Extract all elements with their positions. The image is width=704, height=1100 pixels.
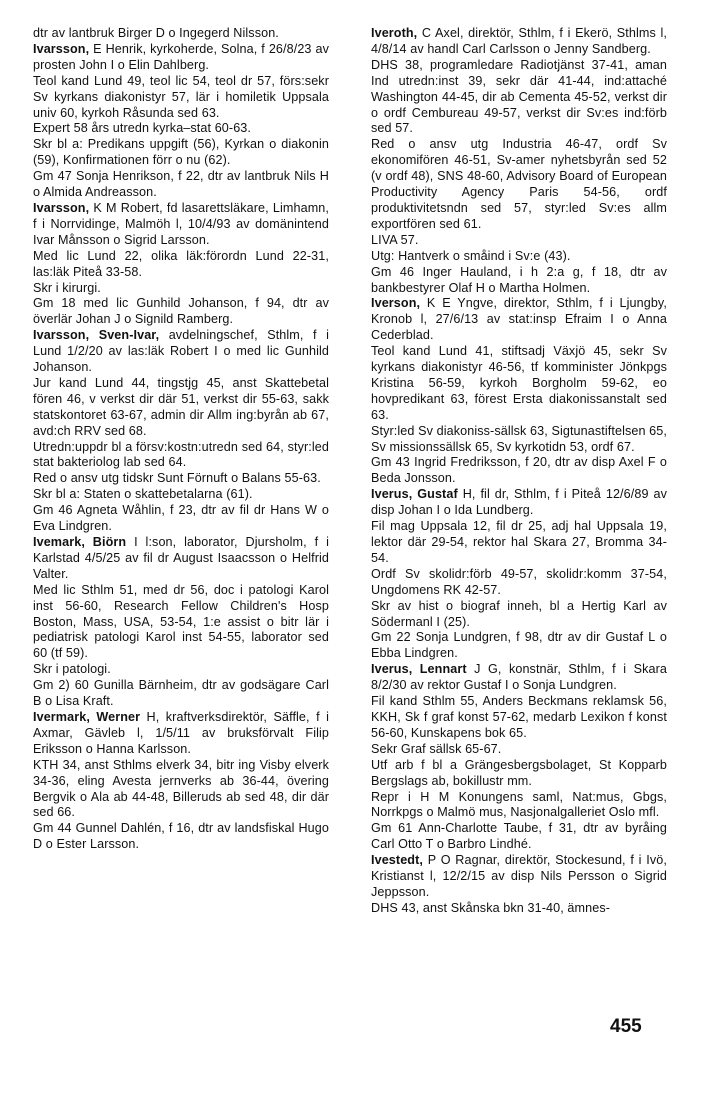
entry-name: Ivarsson, Sven-Ivar, (33, 328, 160, 343)
entry-paragraph: Gm 2) 60 Gunilla Bärnheim, dtr av godsägare Carl B o Lisa Kraft. (33, 678, 329, 709)
entry-name: Ivarsson, (33, 41, 90, 56)
entry-paragraph: Gm 18 med lic Gunhild Johanson, f 94, dtr av överlär Johan J o Signild Ramberg. (33, 296, 329, 327)
entry-ivarsson-robert (33, 201, 329, 328)
entry-paragraph: Gm 46 Agneta Wåhlin, f 23, dtr av fil dr Hans W o Eva Lindgren. (33, 503, 329, 534)
entry-paragraph: Gm 22 Sonja Lundgren, f 98, dtr av dir Gustaf L o Ebba Lindgren. (371, 630, 667, 661)
entry-intro: avdelningschef, Sthlm, f i Lund 1/2/20 av las:läk Robert I o med lic Gunhild Johanson. (33, 328, 329, 375)
entry-paragraph: Skr bl a: Predikans uppgift (56), Kyrkan o diakonin (59), Konfirmationen förr o nu (62). (33, 137, 329, 168)
entry-name: Ivemark, Biörn (33, 535, 127, 549)
entry-paragraph: Gm 46 Inger Hauland, i h 2:a g, f 18, dtr av bankbestyrer Olaf H o Martha Holmen. (371, 264, 667, 295)
entry-paragraph: Ordf Sv skolidr:förb 49-57, skolidr:komm 37-54, Ungdomens RK 42-57. (371, 566, 667, 597)
entry-name: Ivarsson, (33, 200, 90, 215)
entry-intro: H, fil dr, Sthlm, f i Piteå 12/6/89 av disp Johan I o Ida Lundberg. (371, 487, 668, 518)
entry-intro: E Henrik, kyrkoherde, Solna, f 26/8/23 av prosten John I o Elin Dahlberg. (33, 41, 329, 72)
entry-paragraph: Skr i kirurgi. (33, 280, 101, 295)
entry-ivestedt-ragnar (371, 853, 667, 917)
entry-paragraph: Utredn:uppdr bl a försv:kostn:utredn sed 64, styr:led stat bakteriolog lab sed 64. (33, 439, 329, 470)
page-number: 455 (610, 1016, 642, 1037)
entry-paragraph: Jur kand Lund 44, tingstjg 45, anst Skattebetal fören 46, v verkst dir där 51, verkst dir 55-63, sakk statskontoret 63-67, admin dir Allm ing:byrån ab 67, avd:ch RRV sed 68. (33, 375, 329, 438)
entry-intro: K E Yngve, direktor, Sthlm, f i Ljungby, Kronob l, 27/6/13 av stat:insp Efraim I o Anna Cederblad. (371, 296, 667, 343)
entry-paragraph: Teol kand Lund 49, teol lic 54, teol dr 57, förs:sekr Sv kyrkans diakonistyr 57, lär i homiletik Uppsala univ 60, kyrkoh Råsunda sed 63. (33, 73, 329, 120)
entry-paragraph: Gm 44 Gunnel Dahlén, f 16, dtr av landsfiskal Hugo D o Ester Larsson. (33, 821, 329, 852)
entry-paragraph: Styr:led Sv diakoniss-sällsk 63, Sigtunastiftelsen 65, Sv missionssällsk 65, Sv kyrkotidn 53, ordf 67. (371, 423, 667, 454)
entry-iverson-yngve (371, 296, 667, 487)
entry-paragraph: Expert 58 års utredn kyrka–stat 60-63. (33, 121, 252, 136)
entry-name: Iverson, (371, 296, 421, 311)
entry-intro: J G, konstnär, Sthlm, f i Skara 8/2/30 av rektor Gustaf I o Sonja Lundgren. (371, 662, 667, 693)
entry-paragraph: KTH 34, anst Sthlms elverk 34, bitr ing Visby elverk 34-36, eling Avesta jernverks ab 36-44, övering Bergvik o Ala ab 44-48, Billeruds ab sed 48, dir där sed 66. (33, 757, 329, 820)
entry-iverus-lennart (371, 662, 667, 853)
entry-iveroth-axel (371, 26, 667, 296)
left-column (33, 26, 329, 853)
entry-paragraph: DHS 43, anst Skånska bkn 31-40, ämnes- (371, 900, 611, 915)
entry-paragraph: Red o ansv utg tidskr Sunt Förnuft o Balans 55-63. (33, 471, 321, 486)
entry-paragraph: dtr av lantbruk Birger D o Ingegerd Nilsson. (33, 26, 279, 40)
entry-paragraph: DHS 38, programledare Radiotjänst 37-41, aman Ind utredn:inst 39, sekr där 41-44, ind:attaché Washington 44-45, dir ab Cementa 45-52, verkst dir o ordf Cembureau 49-57, verkst dir Sv:es ind:förb sed 57. (371, 57, 667, 136)
entry-paragraph: Gm 43 Ingrid Fredriksson, f 20, dtr av disp Axel F o Beda Jonsson. (371, 455, 667, 486)
entry-paragraph: Skr av hist o biograf inneh, bl a Hertig Karl av Södermanl I (25). (371, 598, 667, 629)
entry-name: Ivestedt, (371, 853, 423, 868)
entry-iverus-gustaf (371, 487, 667, 662)
entry-name: Ivermark, Werner (33, 709, 141, 724)
entry-name: Iveroth, (371, 26, 418, 40)
entry-name: Iverus, Gustaf (371, 487, 458, 502)
entry-paragraph: Fil mag Uppsala 12, fil dr 25, adj hal Uppsala 19, lektor där 29-54, rektor hal Skara 27, Bromma 34-54. (371, 519, 667, 565)
entry-paragraph: Gm 47 Sonja Henrikson, f 22, dtr av lantbruk Nils H o Almida Andreasson. (33, 169, 329, 200)
entry-paragraph: Skr i patologi. (33, 662, 111, 677)
entry-intro: P O Ragnar, direktör, Stockesund, f i Ivö, Kristianst l, 12/2/15 av disp Nils Persson o Sigrid Jeppsson. (371, 853, 667, 899)
entry-continuation (33, 26, 329, 42)
entry-paragraph: Utf arb f bl a Grängesbergsbolaget, St Kopparb Bergslags ab, bokillustr mm. (371, 757, 667, 788)
entry-paragraph: LIVA 57. (371, 232, 419, 247)
entry-paragraph: Red o ansv utg Industria 46-47, ordf Sv ekonomifören 46-51, Sv-amer nyhetsbyrån sed 52 (v ordf 48), SNS 48-60, Advisory Board of European Productivity Agency Paris 54-56, ordf produktivitetsndn sed 57, styr:led Sv:es allm exportfören sed 61. (371, 137, 667, 231)
entry-paragraph: Med lic Lund 22, olika läk:förordn Lund 22-31, las:läk Piteå 33-58. (33, 248, 329, 279)
entry-intro: H, kraftverksdirektör, Säffle, f i Axmar, Gävleb l, 1/5/11 av bruksförvalt Filip Eriksson o Hanna Karlsson. (33, 709, 329, 756)
entry-paragraph: Skr bl a: Staten o skattebetalarna (61). (33, 487, 253, 502)
entry-name: Iverus, Lennart (371, 662, 467, 677)
entry-ivermark-werner (33, 710, 329, 853)
right-column (371, 26, 667, 917)
entry-paragraph: Gm 61 Ann-Charlotte Taube, f 31, dtr av byråing Carl Otto T o Barbro Lindhé. (371, 821, 667, 852)
entry-ivarsson-sven-ivar (33, 328, 329, 535)
entry-paragraph: Repr i H M Konungens saml, Nat:mus, Gbgs, Norrkpgs o Malmö mus, Nasjonalgalleriet Oslo mfl. (371, 789, 667, 820)
entry-intro: C Axel, direktör, Sthlm, f i Ekerö, Sthlms l, 4/8/14 av handl Carl Carlsson o Jenny Sandberg. (371, 26, 667, 56)
entry-intro: K M Robert, fd lasarettsläkare, Limhamn, f i Norrvidinge, Malmöh l, 10/4/93 av domänintend Ivar Månsson o Sigrid Larsson. (33, 200, 329, 247)
entry-paragraph: Fil kand Sthlm 55, Anders Beckmans reklamsk 56, KKH, Sk f graf konst 57-62, medarb Lexikon f konst 56-60, Kunskapens bok 65. (371, 694, 667, 740)
entry-paragraph: Sekr Graf sällsk 65-67. (371, 741, 502, 756)
entry-paragraph: Med lic Sthlm 51, med dr 56, doc i patologi Karol inst 56-60, Research Fellow Children's Hosp Boston, Mass, USA, 53-54, 1:e assist o bitr lär i pediatrisk patologi Karol inst 54-55, laborator sed 60 (tf 59). (33, 582, 329, 661)
entry-paragraph: Utg: Hantverk o småind i Sv:e (43). (371, 248, 571, 263)
entry-paragraph: Teol kand Lund 41, stiftsadj Växjö 45, sekr Sv kyrkans diakonistyr 46-56, tf komminister Jönkpgs Kristina 56-59, kyrkoh Borgholm 59-62, eo hovpredikant 63, förest Ersta diakonissanstalt sed 63. (371, 344, 667, 422)
entry-ivarsson-henrik (33, 42, 329, 201)
entry-intro: I l:son, laborator, Djursholm, f i Karlstad 4/5/25 av fil dr August Isaacsson o Helfrid Valter. (33, 535, 329, 581)
entry-ivemark-biorn (33, 535, 329, 710)
